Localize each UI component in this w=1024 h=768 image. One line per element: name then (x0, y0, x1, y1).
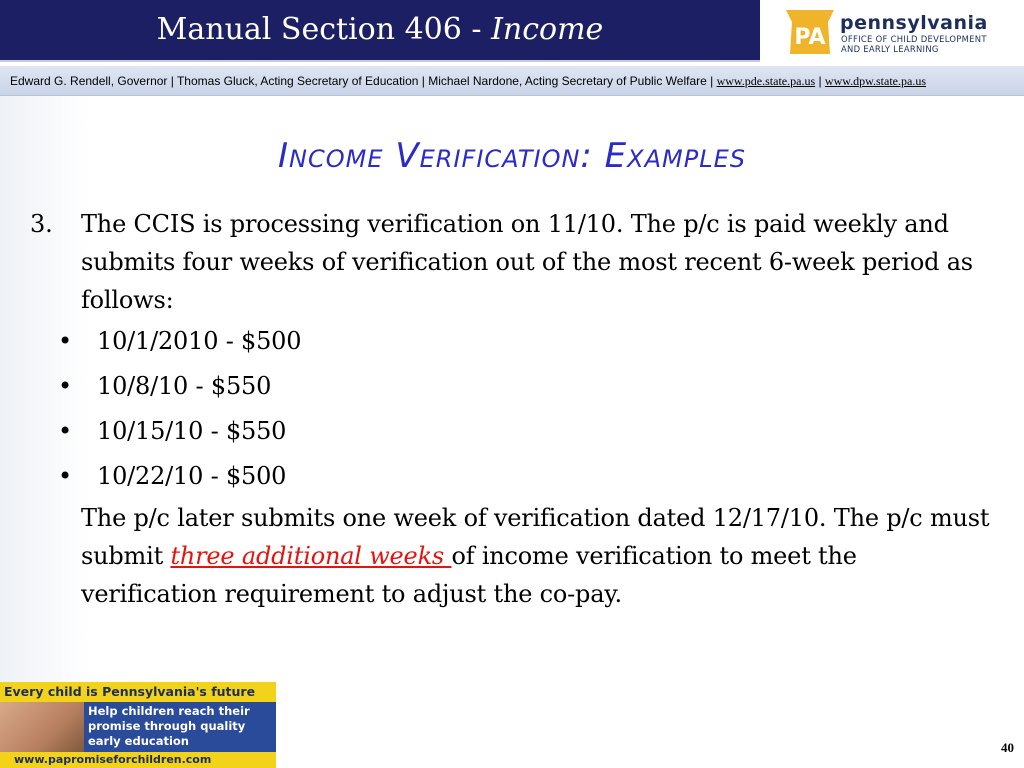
list-item: • 10/8/10 - $550 (58, 364, 1000, 409)
keystone-icon (784, 8, 836, 56)
title-italic: Income (491, 12, 604, 47)
pde-link[interactable]: www.pde.state.pa.us (716, 74, 816, 88)
logo-subtitle (841, 34, 1021, 54)
title-bar (0, 0, 760, 62)
logo-sub-line-1: OFFICE OF CHILD DEVELOPMENT (841, 34, 987, 44)
title-main: Manual Section 406 - (156, 12, 492, 47)
slide-body (30, 205, 1000, 613)
numbered-item (30, 205, 1000, 319)
item-number: 3. (30, 210, 53, 238)
item-text: The CCIS is processing verification on 11/10. The p/c is paid weekly and submits four weeks of verification out of the most recent 6-week period as follows: (81, 210, 973, 314)
verification-list (58, 319, 1000, 499)
para-text-before: The p/c later submits one week of verification dated 12/17/10. The p/c must submit (81, 504, 990, 570)
emphasis-text: three additional weeks (170, 542, 452, 570)
promo-url: www.papromiseforchildren.com (0, 752, 276, 768)
logo-sub-line-2: AND EARLY LEARNING (841, 44, 939, 54)
list-item: • 10/15/10 - $550 (58, 409, 1000, 454)
list-item: • 10/1/2010 - $500 (58, 319, 1000, 364)
logo-name: pennsylvania (840, 12, 988, 34)
slide-heading: Income Verification: Examples (278, 136, 746, 176)
pa-logo (760, 0, 1024, 62)
children-photo (0, 702, 84, 752)
logo-badge: PA (794, 25, 826, 50)
promise-banner (0, 682, 276, 768)
list-item: • 10/22/10 - $500 (58, 454, 1000, 499)
dpw-link[interactable]: www.dpw.state.pa.us (824, 74, 926, 88)
promo-tagline: Every child is Pennsylvania's future (0, 682, 276, 702)
officials-text: Edward G. Rendell, Governor | Thomas Gluck, Acting Secretary of Education | Michael Nardone, Acting Secretary of Public Welfare | (10, 74, 717, 88)
para-text-after: of income verification to meet the verification requirement to adjust the co-pay. (81, 542, 857, 608)
follow-up-paragraph (30, 499, 1000, 613)
slide-title (0, 10, 760, 50)
officials-bar (0, 66, 1024, 96)
page-number: 40 (1001, 740, 1014, 755)
link-separator: | (815, 74, 825, 88)
promo-message: Help children reach their promise through quality early education (88, 704, 250, 748)
